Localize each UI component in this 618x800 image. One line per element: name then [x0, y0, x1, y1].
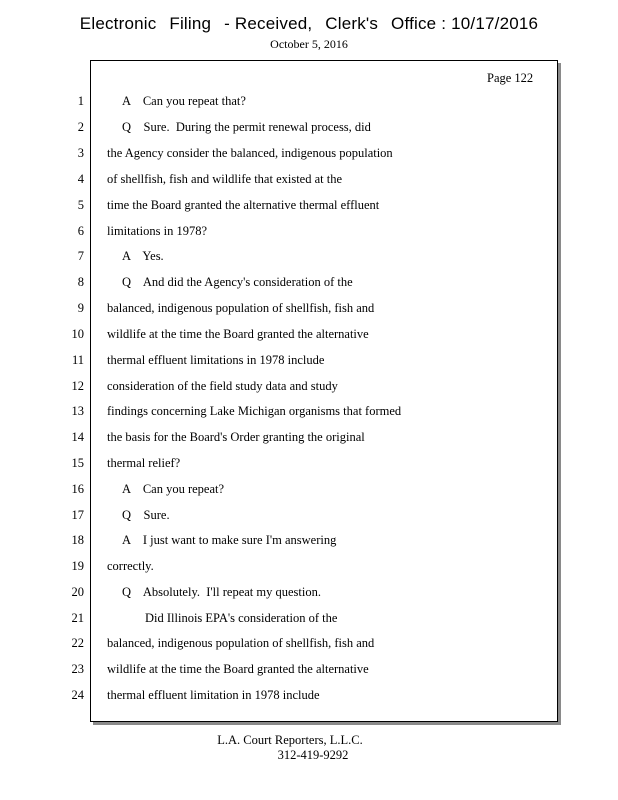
line-number: 7: [77, 249, 84, 263]
court-reporter-name: L.A. Court Reporters, L.L.C.: [217, 733, 363, 747]
filing-stamp-part: - Received,: [224, 14, 313, 33]
line-number: 1: [77, 94, 84, 108]
line-number: 16: [71, 482, 84, 496]
line-text: the basis for the Board's Order granting the original: [107, 430, 365, 444]
line-number: 22: [71, 636, 84, 650]
line-number: 10: [71, 327, 84, 341]
filing-stamp: [0, 14, 618, 34]
filing-stamp-part: Filing: [169, 14, 212, 33]
line-number: 15: [71, 456, 84, 470]
line-text: thermal effluent limitation in 1978 include: [107, 688, 320, 702]
line-text: Q Sure. During the permit renewal process, did: [122, 120, 371, 134]
line-number: 21: [71, 611, 84, 625]
line-text: balanced, indigenous population of shellfish, fish and: [107, 301, 375, 315]
line-number: 24: [71, 688, 84, 702]
line-number: 2: [77, 120, 84, 134]
court-reporter-phone: 312-419-9292: [277, 748, 349, 762]
line-text: A Can you repeat?: [122, 482, 225, 496]
line-text: wildlife at the time the Board granted the alternative: [107, 327, 369, 341]
line-text: wildlife at the time the Board granted the alternative: [107, 662, 369, 676]
page-number: Page 122: [487, 71, 534, 85]
line-number: 6: [77, 224, 84, 238]
line-text: of shellfish, fish and wildlife that existed at the: [107, 172, 343, 186]
line-text: balanced, indigenous population of shellfish, fish and: [107, 636, 375, 650]
line-text: consideration of the field study data and study: [107, 379, 338, 393]
line-text: A Can you repeat that?: [122, 94, 246, 108]
line-number: 12: [71, 379, 84, 393]
line-text: thermal effluent limitations in 1978 include: [107, 353, 325, 367]
line-number: 14: [71, 430, 84, 444]
line-number: 8: [77, 275, 84, 289]
filing-stamp-part: Office: [391, 14, 437, 33]
line-number: 19: [71, 559, 84, 573]
line-text: limitations in 1978?: [107, 224, 207, 238]
line-number: 3: [77, 146, 84, 160]
deposition-date: October 5, 2016: [270, 37, 348, 51]
line-text: Did Illinois EPA's consideration of the: [145, 611, 338, 625]
line-text: A I just want to make sure I'm answering: [122, 533, 337, 547]
line-text: A Yes.: [122, 249, 164, 263]
line-text: Q Sure.: [122, 508, 170, 522]
line-text: Q And did the Agency's consideration of the: [122, 275, 353, 289]
line-text: Q Absolutely. I'll repeat my question.: [122, 585, 321, 599]
line-number: 18: [71, 533, 84, 547]
line-number: 17: [71, 508, 84, 522]
line-number: 23: [71, 662, 84, 676]
line-number: 11: [71, 353, 84, 367]
line-text: the Agency consider the balanced, indigenous population: [107, 146, 393, 160]
line-text: time the Board granted the alternative thermal effluent: [107, 198, 380, 212]
line-text: correctly.: [107, 559, 154, 573]
line-number: 4: [77, 172, 84, 186]
filing-stamp-part: : 10/17/2016: [441, 14, 539, 33]
line-text: thermal relief?: [107, 456, 181, 470]
line-number: 20: [71, 585, 84, 599]
line-number: 13: [71, 404, 84, 418]
line-number: 5: [77, 198, 84, 212]
filing-stamp-part: Electronic: [79, 14, 157, 33]
line-text: findings concerning Lake Michigan organisms that formed: [107, 404, 402, 418]
filing-stamp-part: Clerk's: [325, 14, 379, 33]
line-number: 9: [77, 301, 84, 315]
